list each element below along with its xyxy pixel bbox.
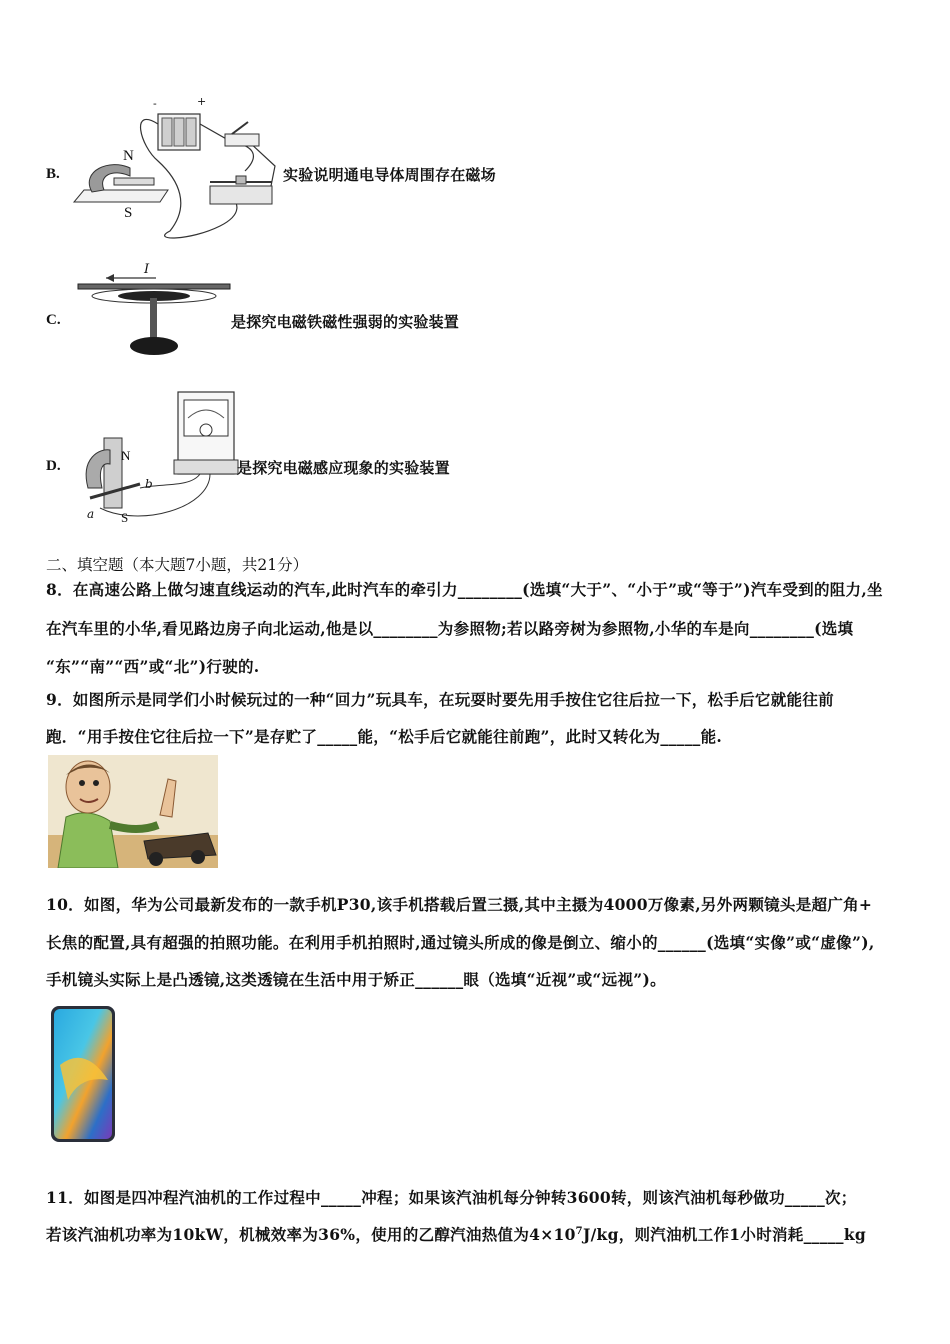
option-c-letter: C. bbox=[46, 312, 61, 328]
option-b-letter: B. bbox=[46, 166, 60, 182]
option-d-figure bbox=[80, 388, 240, 528]
q8-line-3: “东”“南”“西”或“北”)行驶的. bbox=[46, 657, 260, 676]
phone-illustration bbox=[50, 1005, 116, 1143]
option-b-caption: 实验说明通电导体周围存在磁场 bbox=[283, 166, 496, 184]
q11-line-2-part-a: 若该汽油机功率为10kW，机械效率为36%，使用的乙醇汽油热值为4×10 bbox=[46, 1225, 576, 1244]
option-b-n-label: N bbox=[123, 148, 134, 164]
battery-plus-label: + bbox=[197, 95, 207, 108]
option-d-b-label: b bbox=[145, 477, 153, 491]
option-d-n-label: N bbox=[121, 448, 131, 463]
toy-car-illustration bbox=[48, 755, 218, 868]
q8-line-1: 8．在高速公路上做匀速直线运动的汽车,此时汽车的牵引力________(选填“大于”、“小于”或“等于”)汽车受到的阻力,坐 bbox=[46, 580, 883, 599]
battery-minus-label: - bbox=[153, 97, 157, 110]
q8-line-2: 在汽车里的小华,看见路边房子向北运动,他是以________为参照物;若以路旁树为参照物,小华的车是向________(选填 bbox=[46, 619, 854, 638]
q10-line-1: 10．如图，华为公司最新发布的一款手机P30,该手机搭载后置三摄,其中主摄为4000万像素,另外两颗镜头是超广角+ bbox=[46, 895, 873, 914]
option-b-figure bbox=[70, 96, 285, 244]
section-title: 二、填空题（本大题7小题，共21分） bbox=[46, 556, 309, 574]
option-d-caption: 是探究电磁感应现象的实验装置 bbox=[237, 459, 450, 477]
option-d-a-label: a bbox=[87, 507, 95, 521]
q10-line-3: 手机镜头实际上是凸透镜,这类透镜在生活中用于矫正______眼（选填“近视”或“远视”)。 bbox=[46, 970, 666, 989]
option-d-s-label: S bbox=[121, 510, 129, 525]
q9-line-2: 跑．“用手按住它往后拉一下”是存贮了_____能，“松手后它就能往前跑”，此时又转化为_____能. bbox=[46, 727, 723, 746]
q10-line-2: 长焦的配置,具有超强的拍照功能。在利用手机拍照时,通过镜头所成的像是倒立、缩小的______(选填“实像”或“虚像”), bbox=[46, 933, 875, 952]
q11-line-2-part-b: J/kg，则汽油机工作1小时消耗_____kg bbox=[582, 1225, 867, 1244]
option-c-figure bbox=[76, 258, 236, 362]
option-c-caption: 是探究电磁铁磁性强弱的实验装置 bbox=[231, 313, 460, 331]
q11-line-2 bbox=[46, 1223, 866, 1245]
option-d-letter: D. bbox=[46, 458, 61, 474]
option-b-s-label: S bbox=[124, 205, 133, 221]
q11-line-1: 11．如图是四冲程汽油机的工作过程中_____冲程；如果该汽油机每分钟转3600转，则该汽油机每秒做功_____次； bbox=[46, 1188, 857, 1207]
current-label: I bbox=[144, 262, 150, 277]
q9-line-1: 9．如图所示是同学们小时候玩过的一种“回力”玩具车，在玩耍时要先用手按住它往后拉一下，松手后它就能往前 bbox=[46, 690, 834, 709]
q11-exponent: 7 bbox=[575, 1225, 583, 1237]
